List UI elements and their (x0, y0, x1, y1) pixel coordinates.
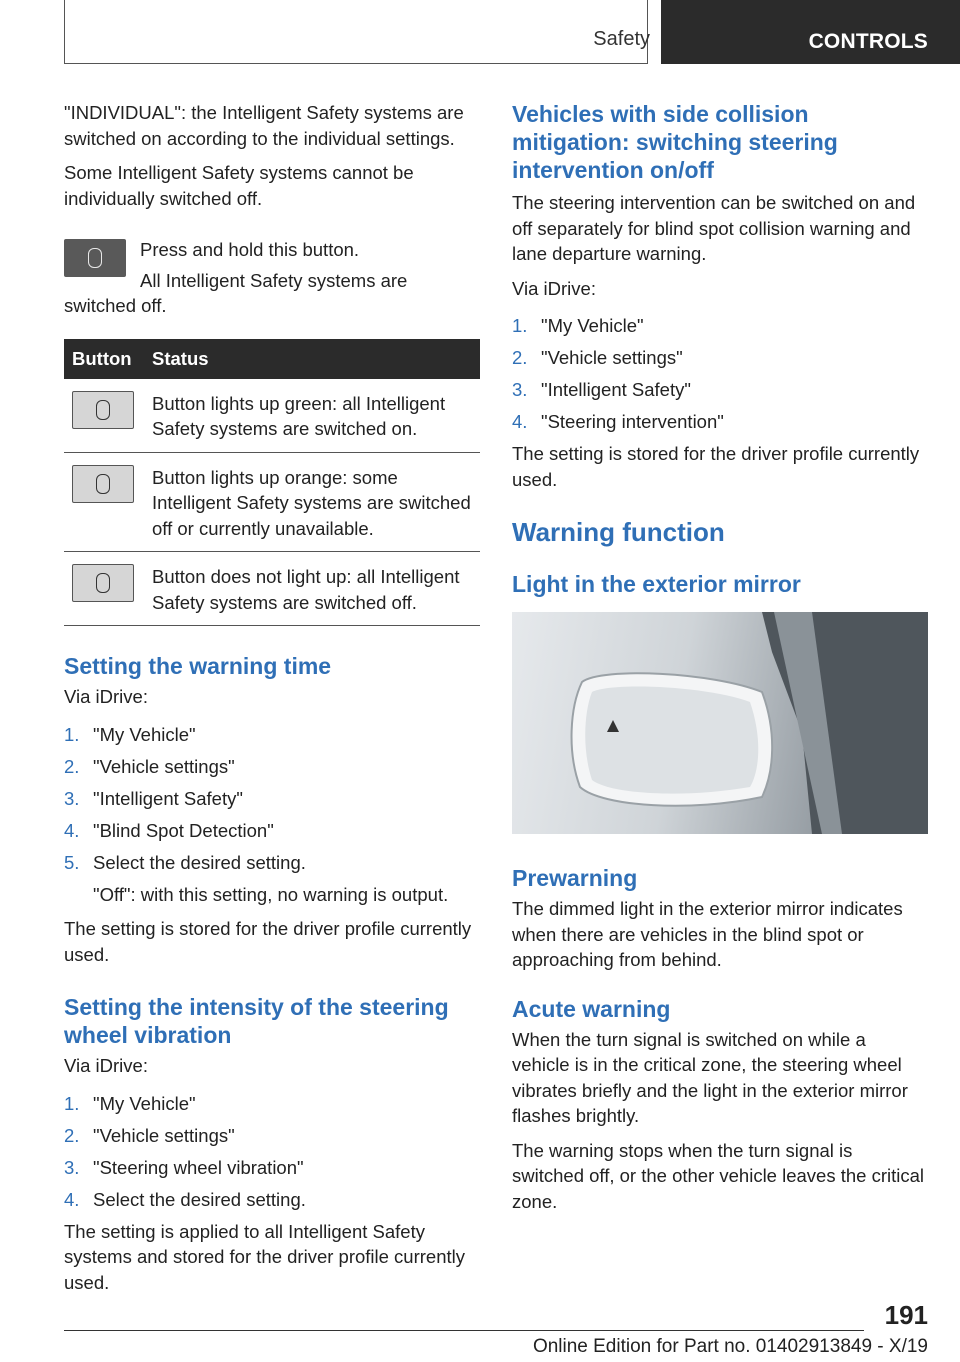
table-row (64, 452, 480, 552)
collision-via: Via iDrive: (512, 277, 596, 299)
vibration-steps (64, 1091, 480, 1213)
safety-button-icon (64, 239, 126, 277)
list-item: 5. Select the desired setting. (64, 851, 306, 873)
acute-warning-heading: Acute warning (512, 995, 671, 1022)
status-green: Button lights up green: all Intelligent Safety systems are switched on. (144, 379, 480, 453)
list-item: 1. "My Vehicle" (512, 315, 644, 336)
list-item: 2. "Vehicle settings" (64, 755, 235, 777)
list-item: 4. "Blind Spot Detection" (64, 819, 274, 841)
warning-time-off-note: "Off": with this setting, no warning is output. (93, 883, 449, 905)
vibration-heading: Setting the intensity of the steering wheel vibration (64, 994, 449, 1048)
vibration-stored: The setting is applied to all Intelligent Safety systems and stored for the driver profile currently used. (64, 1220, 465, 1293)
light-mirror-heading: Light in the exterior mirror (512, 571, 801, 597)
list-item: 2. "Vehicle settings" (64, 1124, 235, 1146)
all-off-line: All Intelligent Safety systems are switched off. (64, 269, 408, 316)
list-item: 4. Select the desired setting. (64, 1188, 306, 1210)
footer-edition: Online Edition for Part no. 01402913849 - X/19 (532, 1336, 928, 1357)
mirror-illustration (512, 612, 928, 834)
press-hold-block (64, 237, 480, 319)
acute-warning-body1: When the turn signal is switched on while a vehicle is in the critical zone, the steering wheel vibrates briefly and the light in the exterior mirror flashes brightly. (512, 1028, 908, 1126)
prewarning-body: The dimmed light in the exterior mirror indicates when there are vehicles in the blind spot or approaching from behind. (512, 898, 903, 970)
status-off: Button does not light up: all Intelligent Safety systems are switched off. (144, 552, 480, 626)
exterior-mirror-image (512, 612, 928, 834)
table-header-button: Button (64, 339, 144, 379)
list-item: 1. "My Vehicle" (64, 723, 196, 745)
status-table (64, 339, 480, 627)
collision-body: The steering intervention can be switched on and off separately for blind spot collision warning and lane departure warning. (512, 192, 916, 264)
page-number: 191 (884, 1300, 928, 1330)
collision-steps (512, 313, 928, 435)
intro-individual: "INDIVIDUAL": the Intelligent Safety systems are switched on according to the individual settings. (64, 102, 464, 149)
header-chapter-tab: CONTROLS (661, 0, 960, 64)
press-hold-line: Press and hold this button. (140, 239, 360, 260)
list-item: 3. "Steering wheel vibration" (64, 1156, 304, 1178)
list-item: 3. "Intelligent Safety" (64, 787, 243, 809)
collision-stored: The setting is stored for the driver profile currently used. (512, 443, 920, 490)
right-column (512, 100, 928, 1223)
prewarning-heading: Prewarning (512, 865, 638, 891)
warning-time-stored: The setting is stored for the driver profile currently used. (64, 918, 472, 965)
footer-divider (64, 1330, 864, 1331)
collision-heading: Vehicles with side collision mitigation: switching steering intervention on/off (512, 101, 838, 183)
warning-time-steps (64, 722, 480, 876)
header-section: Safety (593, 28, 650, 50)
list-item: 2. "Vehicle settings" (512, 347, 683, 368)
vibration-via: Via iDrive: (64, 1055, 148, 1076)
warning-time-via: Via iDrive: (64, 686, 148, 707)
status-orange: Button lights up orange: some Intelligent Safety systems are switched off or currently unavailable. (144, 452, 480, 552)
warning-function-heading: Warning function (512, 517, 725, 547)
table-header-status: Status (144, 339, 480, 379)
intro-cannot-switch: Some Intelligent Safety systems cannot be individually switched off. (64, 162, 414, 209)
table-row (64, 552, 480, 626)
left-column (64, 100, 480, 1304)
table-row (64, 379, 480, 453)
button-orange-icon (72, 465, 134, 503)
list-item: 4. "Steering intervention" (512, 411, 724, 432)
warning-time-heading: Setting the warning time (64, 653, 332, 679)
button-green-icon (72, 391, 134, 429)
list-item: 3. "Intelligent Safety" (512, 379, 691, 400)
button-off-icon (72, 564, 134, 602)
list-item: 1. "My Vehicle" (64, 1092, 196, 1114)
acute-warning-body2: The warning stops when the turn signal is switched off, or the other vehicle leaves the critical zone. (512, 1139, 925, 1212)
